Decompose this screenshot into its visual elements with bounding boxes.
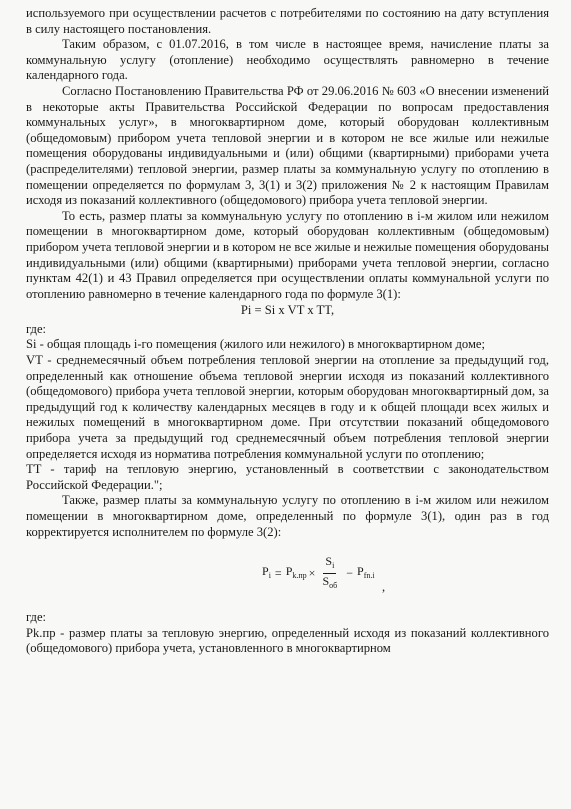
formula-3-2 — [26, 546, 549, 610]
definition-si: Si - общая площадь i-го помещения (жилого или нежилого) в многоквартирном доме; — [26, 337, 486, 352]
paragraph-continuation: используемого при осуществлении расчетов с потребителями по состоянию на дату вступления в силу настоящего постановления. — [26, 6, 549, 36]
definition-tt: TT - тариф на тепловую энергию, установленный в соответствии с законодательством Российской Федерации."; — [26, 462, 549, 492]
paragraph-formula-3-1-intro: То есть, размер платы за коммунальную услугу по отоплению в i-м жилом или нежилом помещении в многоквартирном доме, который оборудован коллективным (общедомовым) прибором учета тепловой энергии и в котором не все жилые и нежилые помещения оборудованы индивидуальными (или) общими (квартирными) приборами учета тепловой энергии, согласно пунктам 42(1) и 43 Правил определяется при осуществлении оплаты коммунальной услуги по отоплению равномерно в течение календарного года по формуле 3(1): — [26, 208, 549, 301]
definition-vt: VT - среднемесячный объем потребления тепловой энергии на отопление за предыдущий год, определенный как отношение объема тепловой энергии исходя из показаний коллективного (общедомового) прибора учета тепловой энергии, которым оборудован многоквартирный дом, за предыдущий год к количеству календарных месяцев в году и к общей площади всех жилых и нежилых помещений в многоквартирном доме. При отсутствии показаний общедомового прибора учета за предыдущий год среднемесячный объем потребления тепловой энергии определяется исходя из норматива потребления коммунальной услуги по отоплению; — [26, 353, 549, 461]
fraction-denominator: $S_{об}$ — [322, 574, 338, 591]
formula-minus: − — [346, 565, 353, 580]
paragraph-formula-3-2-intro: Также, размер платы за коммунальную услугу по отоплению в i-м жилом или нежилом помещении в многоквартирном доме, определенный по формуле 3(1), один раз в год корректируется исполнителем по формуле 3(2): — [26, 493, 549, 539]
formula-fraction — [320, 554, 339, 593]
formula-equals: = — [274, 565, 282, 580]
definition-pk: Pk.пр - размер платы за тепловую энергию, определенный исходя из показаний коллективного (общедомового) прибора учета, установленного в многоквартирном — [26, 625, 549, 656]
fraction-numerator: $S_i$ — [323, 554, 336, 574]
paragraph-conclusion: Таким образом, с 01.07.2016, в том числе в настоящее время, начисление платы за коммунальную услугу (отопление) необходимо осуществлять равномерно в течение календарного года. — [26, 37, 549, 83]
formula-p-k: $P_{k.пр}$ — [285, 563, 307, 580]
where-label: где: — [26, 321, 47, 336]
formula-comma: , — [382, 580, 386, 595]
formula-3-1: Pi = Si x VT x TT, — [240, 303, 335, 318]
formula-p-fn: $P_{fn.i}$ — [357, 563, 375, 580]
paragraph-resolution-603: Согласно Постановлению Правительства РФ от 29.06.2016 № 603 «О внесении изменений в некоторые акты Правительства Российской Федерации по вопросам предоставления коммунальных услуг», в многоквартирном доме, который оборудован коллективным (общедомовым) прибором учета тепловой энергии и в котором не все жилые или нежилые помещения оборудованы индивидуальными и (или) общими (квартирными) приборами учета (распределителями) тепловой энергии, размер платы за коммунальную услугу по отоплению в помещении определяется по формулам 3, 3(1) и 3(2) приложения № 2 к настоящим Правилам исходя из показаний коллективного (общедомового) прибора учета тепловой энергии. — [26, 83, 549, 208]
formula-times: × — [308, 565, 316, 580]
formula-p-i: $P_i$ — [262, 563, 271, 580]
where-label-2: где: — [26, 610, 47, 625]
